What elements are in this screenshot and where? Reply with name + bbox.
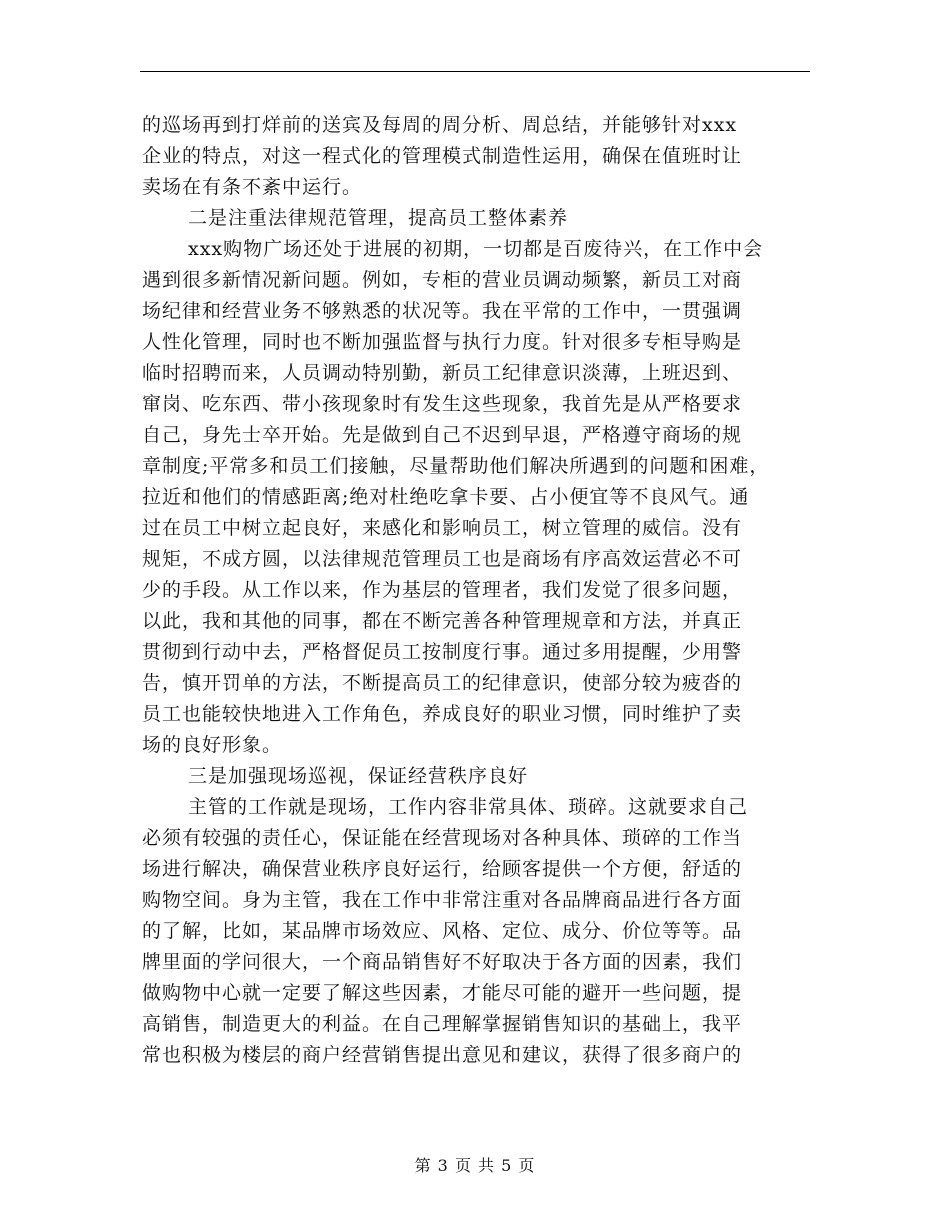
text-line: 三是加强现场巡视，保证经营秩序良好 — [188, 765, 529, 787]
text-line: 遇到很多新情况新问题。例如，专柜的营业员调动频繁，新员工对商 — [142, 269, 743, 291]
text-line: 常也积极为楼层的商户经营销售提出意见和建议，获得了很多商户的 — [142, 1044, 743, 1066]
text-line: 拉近和他们的情感距离;绝对杜绝吃拿卡要、占小便宜等不良风气。通 — [142, 486, 750, 508]
text-line: 场进行解决，确保营业秩序良好运行，给顾客提供一个方便，舒适的 — [142, 858, 743, 880]
text-line: 卖场在有条不紊中运行。 — [142, 176, 363, 198]
text-line: 企业的特点，对这一程式化的管理模式制造性运用，确保在值班时让 — [142, 145, 743, 167]
text-line: 章制度;平常多和员工们接触，尽量帮助他们解决所遇到的问题和困难， — [142, 455, 770, 477]
text-line: 高销售，制造更大的利益。在自己理解掌握销售知识的基础上，我平 — [142, 1013, 743, 1035]
text-line: 过在员工中树立起良好，来感化和影响员工，树立管理的威信。没有 — [142, 517, 743, 539]
text-line: 贯彻到行动中去，严格督促员工按制度行事。通过多用提醒，少用警 — [142, 641, 743, 663]
text-line: 牌里面的学问很大，一个商品销售好不好取决于各方面的因素，我们 — [142, 951, 743, 973]
text-line: 自己，身先士卒开始。先是做到自己不迟到早退，严格遵守商场的规 — [142, 424, 743, 446]
text-line: 必须有较强的责任心，保证能在经营现场对各种具体、琐碎的工作当 — [142, 827, 743, 849]
text-line: 购物空间。身为主管，我在工作中非常注重对各品牌商品进行各方面 — [142, 889, 743, 911]
text-line: 以此，我和其他的同事，都在不断完善各种管理规章和方法，并真正 — [142, 610, 743, 632]
text-line: 规矩，不成方圆，以法律规范管理员工也是商场有序高效运营必不可 — [142, 548, 743, 570]
page-number: 第 3 页 共 5 页 — [414, 1156, 536, 1175]
text-line: 少的手段。从工作以来，作为基层的管理者，我们发觉了很多问题， — [142, 579, 743, 601]
text-line: 二是注重法律规范管理，提高员工整体素养 — [188, 207, 569, 229]
text-line: 场的良好形象。 — [142, 734, 283, 756]
text-line: 的巡场再到打烊前的送宾及每周的周分析、周总结，并能够针对xxx — [142, 114, 738, 136]
text-line: 主管的工作就是现场，工作内容非常具体、琐碎。这就要求自己 — [188, 796, 749, 818]
document-body — [142, 110, 814, 1071]
text-line: 员工也能较快地进入工作角色，养成良好的职业习惯，同时维护了卖 — [142, 703, 743, 725]
header-rule — [140, 71, 810, 72]
text-line: 告，慎开罚单的方法，不断提高员工的纪律意识，使部分较为疲沓的 — [142, 672, 743, 694]
text-line: xxx购物广场还处于进展的初期，一切都是百废待兴，在工作中会 — [188, 238, 764, 260]
text-line: 做购物中心就一定要了解这些因素，才能尽可能的避开一些问题，提 — [142, 982, 743, 1004]
text-line: 窜岗、吃东西、带小孩现象时有发生这些现象，我首先是从严格要求 — [142, 393, 743, 415]
text-line: 临时招聘而来，人员调动特别勤，新员工纪律意识淡薄，上班迟到、 — [142, 362, 743, 384]
text-line: 场纪律和经营业务不够熟悉的状况等。我在平常的工作中，一贯强调 — [142, 300, 743, 322]
text-line: 的了解，比如，某品牌市场效应、风格、定位、成分、价位等等。品 — [142, 920, 743, 942]
text-line: 人性化管理，同时也不断加强监督与执行力度。针对很多专柜导购是 — [142, 331, 743, 353]
